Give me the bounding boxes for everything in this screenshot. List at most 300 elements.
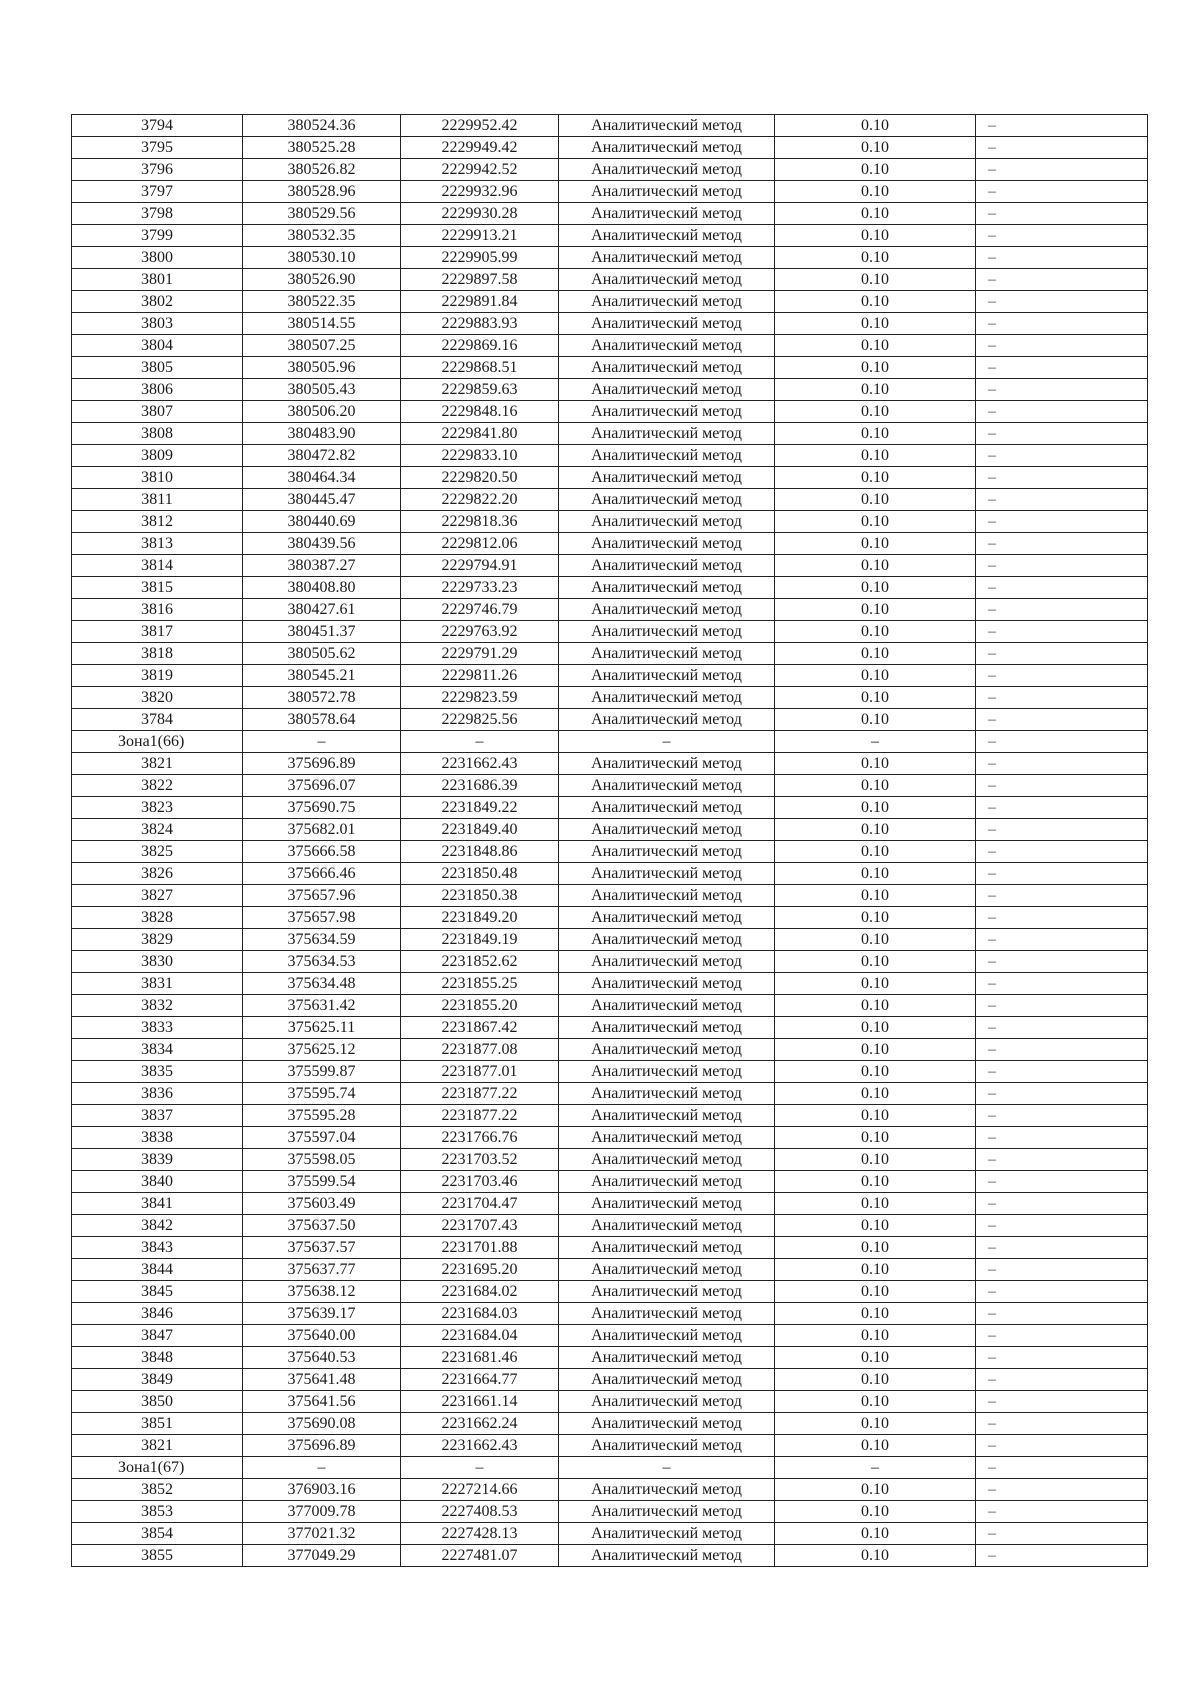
table-row [72,115,1148,137]
y-coordinate-cell: 2229952.42 [401,115,559,137]
note-cell: – [976,753,1148,775]
accuracy-cell: 0.10 [775,1105,976,1127]
x-coordinate-cell: 375634.48 [243,973,401,995]
point-number-cell: 3809 [72,445,243,467]
point-number-cell: 3798 [72,203,243,225]
y-coordinate-cell: 2231855.20 [401,995,559,1017]
table-row [72,1083,1148,1105]
method-cell: Аналитический метод [559,181,775,203]
y-coordinate-cell: 2229868.51 [401,357,559,379]
y-coordinate-cell: 2229794.91 [401,555,559,577]
accuracy-cell: 0.10 [775,313,976,335]
note-cell: – [976,1017,1148,1039]
table-row [72,291,1148,313]
note-cell: – [976,1479,1148,1501]
table-row [72,1171,1148,1193]
note-cell: – [976,181,1148,203]
note-cell: – [976,1435,1148,1457]
point-number-cell: 3835 [72,1061,243,1083]
accuracy-cell: 0.10 [775,709,976,731]
point-number-cell: 3806 [72,379,243,401]
method-cell: Аналитический метод [559,445,775,467]
x-coordinate-cell: 375682.01 [243,819,401,841]
y-coordinate-cell: 2231686.39 [401,775,559,797]
y-coordinate-cell: 2231681.46 [401,1347,559,1369]
y-coordinate-cell: 2231849.40 [401,819,559,841]
point-number-cell: 3847 [72,1325,243,1347]
note-cell: – [976,709,1148,731]
y-coordinate-cell: 2229833.10 [401,445,559,467]
method-cell: Аналитический метод [559,555,775,577]
x-coordinate-cell: 375657.98 [243,907,401,929]
note-cell: – [976,335,1148,357]
y-coordinate-cell: 2227214.66 [401,1479,559,1501]
accuracy-cell: 0.10 [775,225,976,247]
y-coordinate-cell: 2229913.21 [401,225,559,247]
point-number-cell: 3796 [72,159,243,181]
point-number-cell: 3829 [72,929,243,951]
note-cell: – [976,1083,1148,1105]
y-coordinate-cell: 2231664.77 [401,1369,559,1391]
x-coordinate-cell: – [243,731,401,753]
point-number-cell: 3818 [72,643,243,665]
note-cell: – [976,1369,1148,1391]
table-row [72,863,1148,885]
x-coordinate-cell: 380445.47 [243,489,401,511]
method-cell: Аналитический метод [559,907,775,929]
method-cell: Аналитический метод [559,1061,775,1083]
accuracy-cell: 0.10 [775,203,976,225]
point-number-cell: 3819 [72,665,243,687]
x-coordinate-cell: 375634.59 [243,929,401,951]
accuracy-cell: 0.10 [775,973,976,995]
x-coordinate-cell: 380387.27 [243,555,401,577]
table-row [72,357,1148,379]
note-cell: – [976,995,1148,1017]
table-row [72,379,1148,401]
method-cell: Аналитический метод [559,621,775,643]
accuracy-cell: 0.10 [775,819,976,841]
x-coordinate-cell: 375599.87 [243,1061,401,1083]
method-cell: Аналитический метод [559,1017,775,1039]
method-cell: Аналитический метод [559,489,775,511]
method-cell: Аналитический метод [559,841,775,863]
point-number-cell: 3799 [72,225,243,247]
accuracy-cell: 0.10 [775,1501,976,1523]
table-row [72,1391,1148,1413]
accuracy-cell: 0.10 [775,665,976,687]
method-cell: Аналитический метод [559,1193,775,1215]
x-coordinate-cell: 380451.37 [243,621,401,643]
note-cell: – [976,291,1148,313]
y-coordinate-cell: 2229891.84 [401,291,559,313]
method-cell: Аналитический метод [559,511,775,533]
note-cell: – [976,137,1148,159]
note-cell: – [976,533,1148,555]
table-row [72,1105,1148,1127]
y-coordinate-cell: 2229823.59 [401,687,559,709]
accuracy-cell: 0.10 [775,1039,976,1061]
method-cell: Аналитический метод [559,137,775,159]
accuracy-cell: 0.10 [775,1325,976,1347]
method-cell: Аналитический метод [559,951,775,973]
table-row [72,907,1148,929]
x-coordinate-cell: 375634.53 [243,951,401,973]
note-cell: – [976,1237,1148,1259]
x-coordinate-cell: 375641.48 [243,1369,401,1391]
x-coordinate-cell: 375640.00 [243,1325,401,1347]
table-row [72,995,1148,1017]
table-row [72,159,1148,181]
table-row [72,181,1148,203]
table-row [72,1545,1148,1567]
x-coordinate-cell: 375631.42 [243,995,401,1017]
y-coordinate-cell: 2229949.42 [401,137,559,159]
y-coordinate-cell: 2231855.25 [401,973,559,995]
y-coordinate-cell: 2231849.22 [401,797,559,819]
note-cell: – [976,907,1148,929]
y-coordinate-cell: 2231877.01 [401,1061,559,1083]
point-number-cell: 3808 [72,423,243,445]
table-row [72,203,1148,225]
point-number-cell: 3833 [72,1017,243,1039]
y-coordinate-cell: 2229818.36 [401,511,559,533]
y-coordinate-cell: 2229848.16 [401,401,559,423]
point-number-cell: 3797 [72,181,243,203]
x-coordinate-cell: 380506.20 [243,401,401,423]
point-number-cell: 3848 [72,1347,243,1369]
x-coordinate-cell: 380578.64 [243,709,401,731]
point-number-cell: 3840 [72,1171,243,1193]
x-coordinate-cell: 380526.90 [243,269,401,291]
table-row [72,313,1148,335]
point-number-cell: 3841 [72,1193,243,1215]
coordinates-table [71,114,1148,1567]
method-cell: Аналитический метод [559,1413,775,1435]
accuracy-cell: 0.10 [775,467,976,489]
y-coordinate-cell: 2231684.03 [401,1303,559,1325]
point-number-cell: 3821 [72,753,243,775]
point-number-cell: 3831 [72,973,243,995]
method-cell: Аналитический метод [559,533,775,555]
table-row [72,1237,1148,1259]
table-row [72,1303,1148,1325]
point-number-cell: 3804 [72,335,243,357]
table-row [72,1193,1148,1215]
y-coordinate-cell: 2227428.13 [401,1523,559,1545]
point-number-cell: 3852 [72,1479,243,1501]
method-cell: – [559,731,775,753]
note-cell: – [976,1105,1148,1127]
accuracy-cell: 0.10 [775,1369,976,1391]
method-cell: Аналитический метод [559,1237,775,1259]
point-number-cell: 3846 [72,1303,243,1325]
method-cell: Аналитический метод [559,885,775,907]
note-cell: – [976,1061,1148,1083]
point-number-cell: 3824 [72,819,243,841]
table-row [72,1369,1148,1391]
point-number-cell: 3813 [72,533,243,555]
method-cell: Аналитический метод [559,995,775,1017]
table-row [72,225,1148,247]
x-coordinate-cell: 375637.57 [243,1237,401,1259]
method-cell: Аналитический метод [559,247,775,269]
point-number-cell: 3836 [72,1083,243,1105]
x-coordinate-cell: 375637.50 [243,1215,401,1237]
accuracy-cell: 0.10 [775,1061,976,1083]
method-cell: Аналитический метод [559,291,775,313]
note-cell: – [976,1281,1148,1303]
y-coordinate-cell: 2229811.26 [401,665,559,687]
accuracy-cell: 0.10 [775,137,976,159]
method-cell: Аналитический метод [559,379,775,401]
note-cell: – [976,665,1148,687]
point-number-cell: 3825 [72,841,243,863]
accuracy-cell: 0.10 [775,269,976,291]
y-coordinate-cell: 2231867.42 [401,1017,559,1039]
y-coordinate-cell: 2229905.99 [401,247,559,269]
note-cell: – [976,247,1148,269]
note-cell: – [976,1413,1148,1435]
note-cell: – [976,1391,1148,1413]
table-row [72,687,1148,709]
y-coordinate-cell: 2231703.46 [401,1171,559,1193]
accuracy-cell: 0.10 [775,247,976,269]
table-row [72,1479,1148,1501]
note-cell: – [976,1215,1148,1237]
table-row [72,1259,1148,1281]
accuracy-cell: 0.10 [775,1083,976,1105]
table-row [72,1281,1148,1303]
y-coordinate-cell: 2229883.93 [401,313,559,335]
table-row [72,1523,1148,1545]
accuracy-cell: 0.10 [775,929,976,951]
x-coordinate-cell: 375599.54 [243,1171,401,1193]
table-row [72,1501,1148,1523]
table-row [72,599,1148,621]
note-cell: – [976,1325,1148,1347]
y-coordinate-cell: 2231661.14 [401,1391,559,1413]
table-row [72,423,1148,445]
accuracy-cell: 0.10 [775,1545,976,1567]
accuracy-cell: 0.10 [775,1017,976,1039]
accuracy-cell: 0.10 [775,797,976,819]
accuracy-cell: 0.10 [775,511,976,533]
method-cell: Аналитический метод [559,203,775,225]
accuracy-cell: 0.10 [775,1237,976,1259]
accuracy-cell: – [775,1457,976,1479]
x-coordinate-cell: 375595.28 [243,1105,401,1127]
point-number-cell: 3815 [72,577,243,599]
method-cell: Аналитический метод [559,709,775,731]
point-number-cell: 3830 [72,951,243,973]
x-coordinate-cell: 375657.96 [243,885,401,907]
accuracy-cell: 0.10 [775,291,976,313]
method-cell: Аналитический метод [559,929,775,951]
table-row [72,467,1148,489]
x-coordinate-cell: 375637.77 [243,1259,401,1281]
point-number-cell: 3844 [72,1259,243,1281]
method-cell: Аналитический метод [559,1149,775,1171]
point-number-cell: 3843 [72,1237,243,1259]
method-cell: Аналитический метод [559,1523,775,1545]
method-cell: Аналитический метод [559,753,775,775]
table-row [72,511,1148,533]
x-coordinate-cell: 376903.16 [243,1479,401,1501]
accuracy-cell: 0.10 [775,555,976,577]
note-cell: – [976,951,1148,973]
method-cell: Аналитический метод [559,269,775,291]
point-number-cell: 3816 [72,599,243,621]
method-cell: Аналитический метод [559,1083,775,1105]
note-cell: – [976,489,1148,511]
accuracy-cell: 0.10 [775,841,976,863]
y-coordinate-cell: 2229733.23 [401,577,559,599]
note-cell: – [976,775,1148,797]
x-coordinate-cell: 380472.82 [243,445,401,467]
x-coordinate-cell: 375690.08 [243,1413,401,1435]
method-cell: Аналитический метод [559,1479,775,1501]
method-cell: Аналитический метод [559,1039,775,1061]
accuracy-cell: 0.10 [775,1259,976,1281]
point-number-cell: 3805 [72,357,243,379]
point-number-cell: 3839 [72,1149,243,1171]
method-cell: Аналитический метод [559,577,775,599]
note-cell: – [976,445,1148,467]
method-cell: Аналитический метод [559,1281,775,1303]
accuracy-cell: 0.10 [775,1435,976,1457]
accuracy-cell: 0.10 [775,115,976,137]
accuracy-cell: 0.10 [775,863,976,885]
y-coordinate-cell: 2227481.07 [401,1545,559,1567]
accuracy-cell: 0.10 [775,357,976,379]
note-cell: – [976,577,1148,599]
accuracy-cell: 0.10 [775,995,976,1017]
point-number-cell: 3810 [72,467,243,489]
accuracy-cell: 0.10 [775,885,976,907]
table-row [72,335,1148,357]
method-cell: Аналитический метод [559,1545,775,1567]
method-cell: – [559,1457,775,1479]
accuracy-cell: 0.10 [775,423,976,445]
zone-label-cell: Зона1(67) [72,1457,243,1479]
zone-header-row [72,731,1148,753]
method-cell: Аналитический метод [559,665,775,687]
table-row [72,269,1148,291]
point-number-cell: 3837 [72,1105,243,1127]
table-row [72,1325,1148,1347]
table-row [72,1039,1148,1061]
y-coordinate-cell: 2231701.88 [401,1237,559,1259]
point-number-cell: 3855 [72,1545,243,1567]
x-coordinate-cell: 375598.05 [243,1149,401,1171]
point-number-cell: 3812 [72,511,243,533]
y-coordinate-cell: 2229825.56 [401,709,559,731]
accuracy-cell: – [775,731,976,753]
table-row [72,1215,1148,1237]
table-row [72,929,1148,951]
accuracy-cell: 0.10 [775,951,976,973]
accuracy-cell: 0.10 [775,401,976,423]
method-cell: Аналитический метод [559,599,775,621]
note-cell: – [976,1523,1148,1545]
point-number-cell: 3851 [72,1413,243,1435]
y-coordinate-cell: 2231850.48 [401,863,559,885]
accuracy-cell: 0.10 [775,1347,976,1369]
y-coordinate-cell: 2231662.24 [401,1413,559,1435]
point-number-cell: 3842 [72,1215,243,1237]
point-number-cell: 3845 [72,1281,243,1303]
method-cell: Аналитический метод [559,687,775,709]
x-coordinate-cell: 377009.78 [243,1501,401,1523]
method-cell: Аналитический метод [559,401,775,423]
method-cell: Аналитический метод [559,1105,775,1127]
point-number-cell: 3849 [72,1369,243,1391]
note-cell: – [976,1039,1148,1061]
x-coordinate-cell: 380408.80 [243,577,401,599]
x-coordinate-cell: 380526.82 [243,159,401,181]
table-row [72,841,1148,863]
x-coordinate-cell: 380440.69 [243,511,401,533]
accuracy-cell: 0.10 [775,687,976,709]
x-coordinate-cell: 380530.10 [243,247,401,269]
point-number-cell: 3832 [72,995,243,1017]
note-cell: – [976,973,1148,995]
note-cell: – [976,313,1148,335]
method-cell: Аналитический метод [559,423,775,445]
y-coordinate-cell: 2231695.20 [401,1259,559,1281]
x-coordinate-cell: 375696.07 [243,775,401,797]
x-coordinate-cell: 380464.34 [243,467,401,489]
x-coordinate-cell: 380427.61 [243,599,401,621]
method-cell: Аналитический метод [559,1501,775,1523]
x-coordinate-cell: 377021.32 [243,1523,401,1545]
table-row [72,1061,1148,1083]
x-coordinate-cell: 375639.17 [243,1303,401,1325]
accuracy-cell: 0.10 [775,1479,976,1501]
note-cell: – [976,511,1148,533]
point-number-cell: 3834 [72,1039,243,1061]
method-cell: Аналитический метод [559,1391,775,1413]
table-row [72,665,1148,687]
y-coordinate-cell: 2229822.20 [401,489,559,511]
y-coordinate-cell: 2231848.86 [401,841,559,863]
method-cell: Аналитический метод [559,1325,775,1347]
y-coordinate-cell: 2231707.43 [401,1215,559,1237]
y-coordinate-cell: 2231684.04 [401,1325,559,1347]
table-row [72,1127,1148,1149]
table-row [72,1347,1148,1369]
x-coordinate-cell: 375638.12 [243,1281,401,1303]
point-number-cell: 3826 [72,863,243,885]
point-number-cell: 3850 [72,1391,243,1413]
accuracy-cell: 0.10 [775,753,976,775]
y-coordinate-cell: – [401,731,559,753]
x-coordinate-cell: 375696.89 [243,753,401,775]
accuracy-cell: 0.10 [775,599,976,621]
x-coordinate-cell: 380514.55 [243,313,401,335]
point-number-cell: 3828 [72,907,243,929]
x-coordinate-cell: 380505.43 [243,379,401,401]
method-cell: Аналитический метод [559,357,775,379]
point-number-cell: 3807 [72,401,243,423]
zone-label-cell: Зона1(66) [72,731,243,753]
point-number-cell: 3854 [72,1523,243,1545]
table-row [72,489,1148,511]
note-cell: – [976,357,1148,379]
note-cell: – [976,1303,1148,1325]
x-coordinate-cell: 380439.56 [243,533,401,555]
